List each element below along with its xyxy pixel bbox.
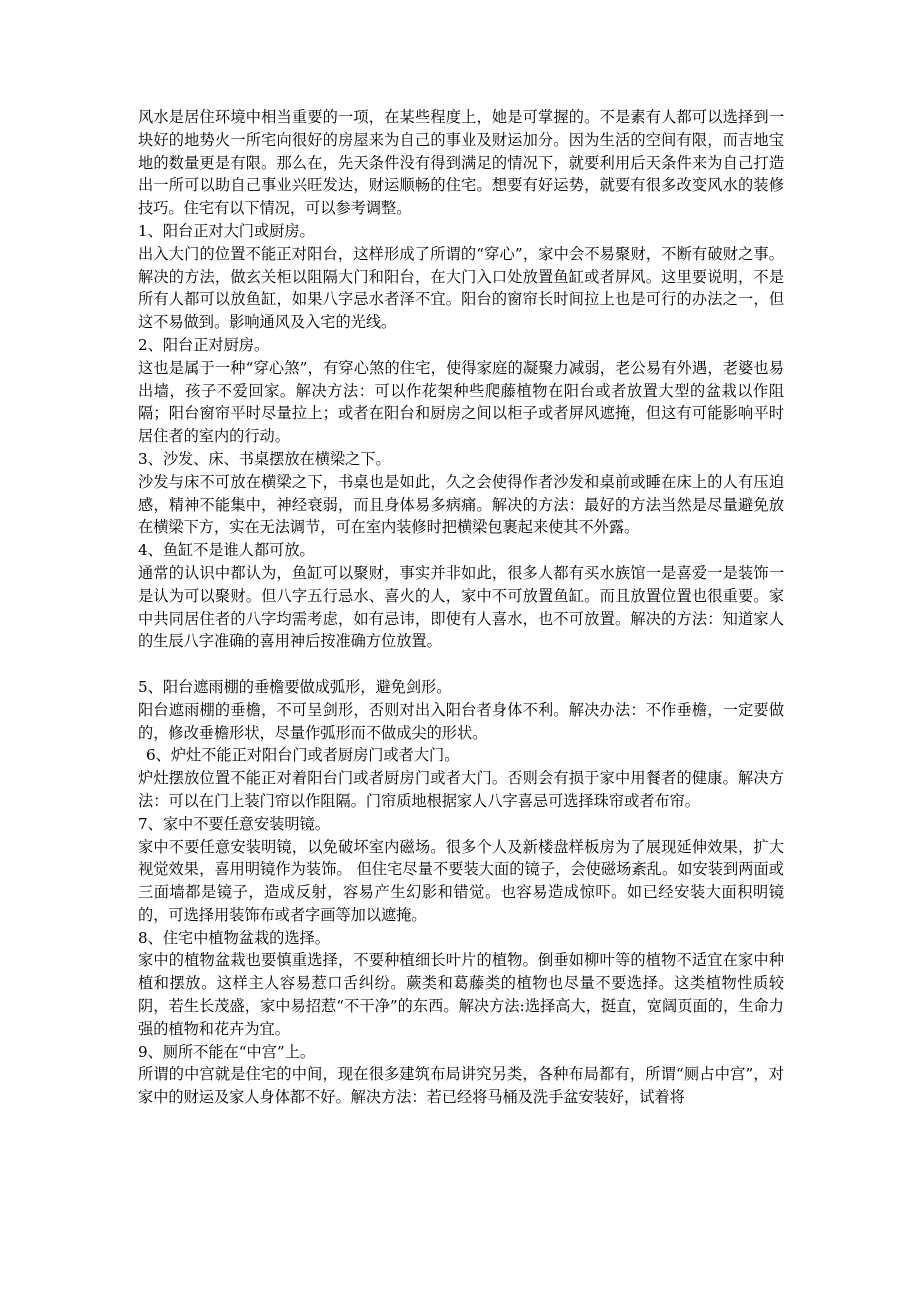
section-9-heading: 9、厕所不能在“中宫”上。: [138, 1042, 316, 1061]
section-1-heading: 1、阳台正对大门或厨房。: [138, 221, 315, 240]
section-5-body: 阳台遮雨棚的垂檐，不可呈剑形，否则对出入阳台者身体不利。解决办法：不作垂檐，一定要做的，修改垂檐形状，尽量作弧形而不做成尖的形状。: [138, 700, 784, 742]
document-body: [138, 106, 784, 1109]
section-1-body: 出入大门的位置不能正对阳台，这样形成了所谓的“穿心”，家中会不易聚财，不断有破财之事。解决的方法，做玄关柜以阻隔大门和阳台，在大门入口处放置鱼缸或者屏风。这里要说明，不是所有人都可以放鱼缸，如果八字忌水者泽不宜。阳台的窗帘长时间拉上也是可行的办法之一，但这不易做到。影响通风及入宅的光线。: [138, 244, 784, 332]
section-9-body: 所谓的中宫就是住宅的中间，现在很多建筑布局讲究另类，各种布局都有，所谓“厕占中宫”，对家中的财运及家人身体都不好。解决方法：若已经将马桶及洗手盆安装好，试着将: [138, 1065, 784, 1107]
intro-paragraph: 风水是居住环境中相当重要的一项，在某些程度上，她是可掌握的。不是素有人都可以选择到一块好的地势火一所宅向很好的房屋来为自己的事业及财运加分。因为生活的空间有限，而吉地宝地的数量更是有限。那么在，先天条件没有得到满足的情况下，就要利用后天条件来为自己打造出一所可以助自己事业兴旺发达，财运顺畅的住宅。想要有好运势，就要有很多改变风水的装修技巧。住宅有以下情况，可以参考调整。: [138, 108, 784, 218]
section-4-heading: 4、鱼缸不是谁人都可放。: [138, 541, 315, 560]
section-5-heading: 5、阳台遮雨棚的垂檐要做成弧形，避免剑形。: [138, 677, 452, 696]
section-7-heading: 7、家中不要任意安装明镜。: [138, 814, 330, 833]
section-3-heading: 3、沙发、床、书桌摆放在横梁之下。: [138, 449, 391, 468]
section-6-heading: 6、炉灶不能正对阳台门或者厨房门或者大门。: [146, 746, 460, 765]
section-4-body: 通常的认识中都认为，鱼缸可以聚财，事实并非如此，很多人都有买水族馆一是喜爱一是装饰一是认为可以聚财。但八字五行忌水、喜火的人，家中不可放置鱼缸。而且放置位置也很重要。家中共同居住者的八字均需考虑，如有忌讳，即使有人喜水，也不可放置。解决的方法：知道家人的生辰八字准确的喜用神后按准确方位放置。: [138, 563, 784, 651]
section-2-body: 这也是属于一种“穿心煞”，有穿心煞的住宅，使得家庭的凝聚力减弱，老公易有外遇，老婆也易出墙，孩子不爱回家。解决方法：可以作花架种些爬藤植物在阳台或者放置大型的盆栽以作阻隔；阳台窗帘平时尽量拉上；或者在阳台和厨房之间以柜子或者屏风遮掩，但这有可能影响平时居住者的室内的行动。: [138, 358, 784, 446]
section-8-heading: 8、住宅中植物盆栽的选择。: [138, 928, 330, 947]
section-3-body: 沙发与床不可放在横梁之下，书桌也是如此，久之会使得作者沙发和桌前或睡在床上的人有压迫感，精神不能集中，神经衰弱，而且身体易多病痛。解决的方法：最好的方法当然是尽量避免放在横梁下方，实在无法调节，可在室内装修时把横梁包裹起来使其不外露。: [138, 472, 784, 537]
section-2-heading: 2、阳台正对厨房。: [138, 335, 270, 354]
section-6-body: 炉灶摆放位置不能正对着阳台门或者厨房门或者大门。否则会有损于家中用餐者的健康。解决方法：可以在门上装门帘以作阻隔。门帘质地根据家人八字喜忌可选择珠帘或者布帘。: [138, 769, 784, 810]
blank-line: [138, 653, 784, 676]
section-7-body: 家中不要任意安装明镜，以免破坏室内磁场。很多个人及新楼盘样板房为了展现延伸效果，扩大视觉效果，喜用明镜作为装饰。 但住宅尽量不要装大面的镜子，会使磁场紊乱。如安装到两面或三面墙都是镜子，造成反射，容易产生幻影和错觉。也容易造成惊吓。如已经安装大面积明镜的，可选择用装饰布或者字画等加以遮掩。: [138, 837, 784, 924]
section-8-body: 家中的植物盆栽也要慎重选择，不要种植细长叶片的植物。倒垂如柳叶等的植物不适宜在家中种植和摆放。这样主人容易惹口舌纠纷。蕨类和葛藤类的植物也尽量不要选择。这类植物性质较阴，若生长茂盛，家中易招惹“不干净”的东西。解决方法:选择高大，挺直，宽阔页面的，生命力强的植物和花卉为宜。: [138, 951, 784, 1038]
